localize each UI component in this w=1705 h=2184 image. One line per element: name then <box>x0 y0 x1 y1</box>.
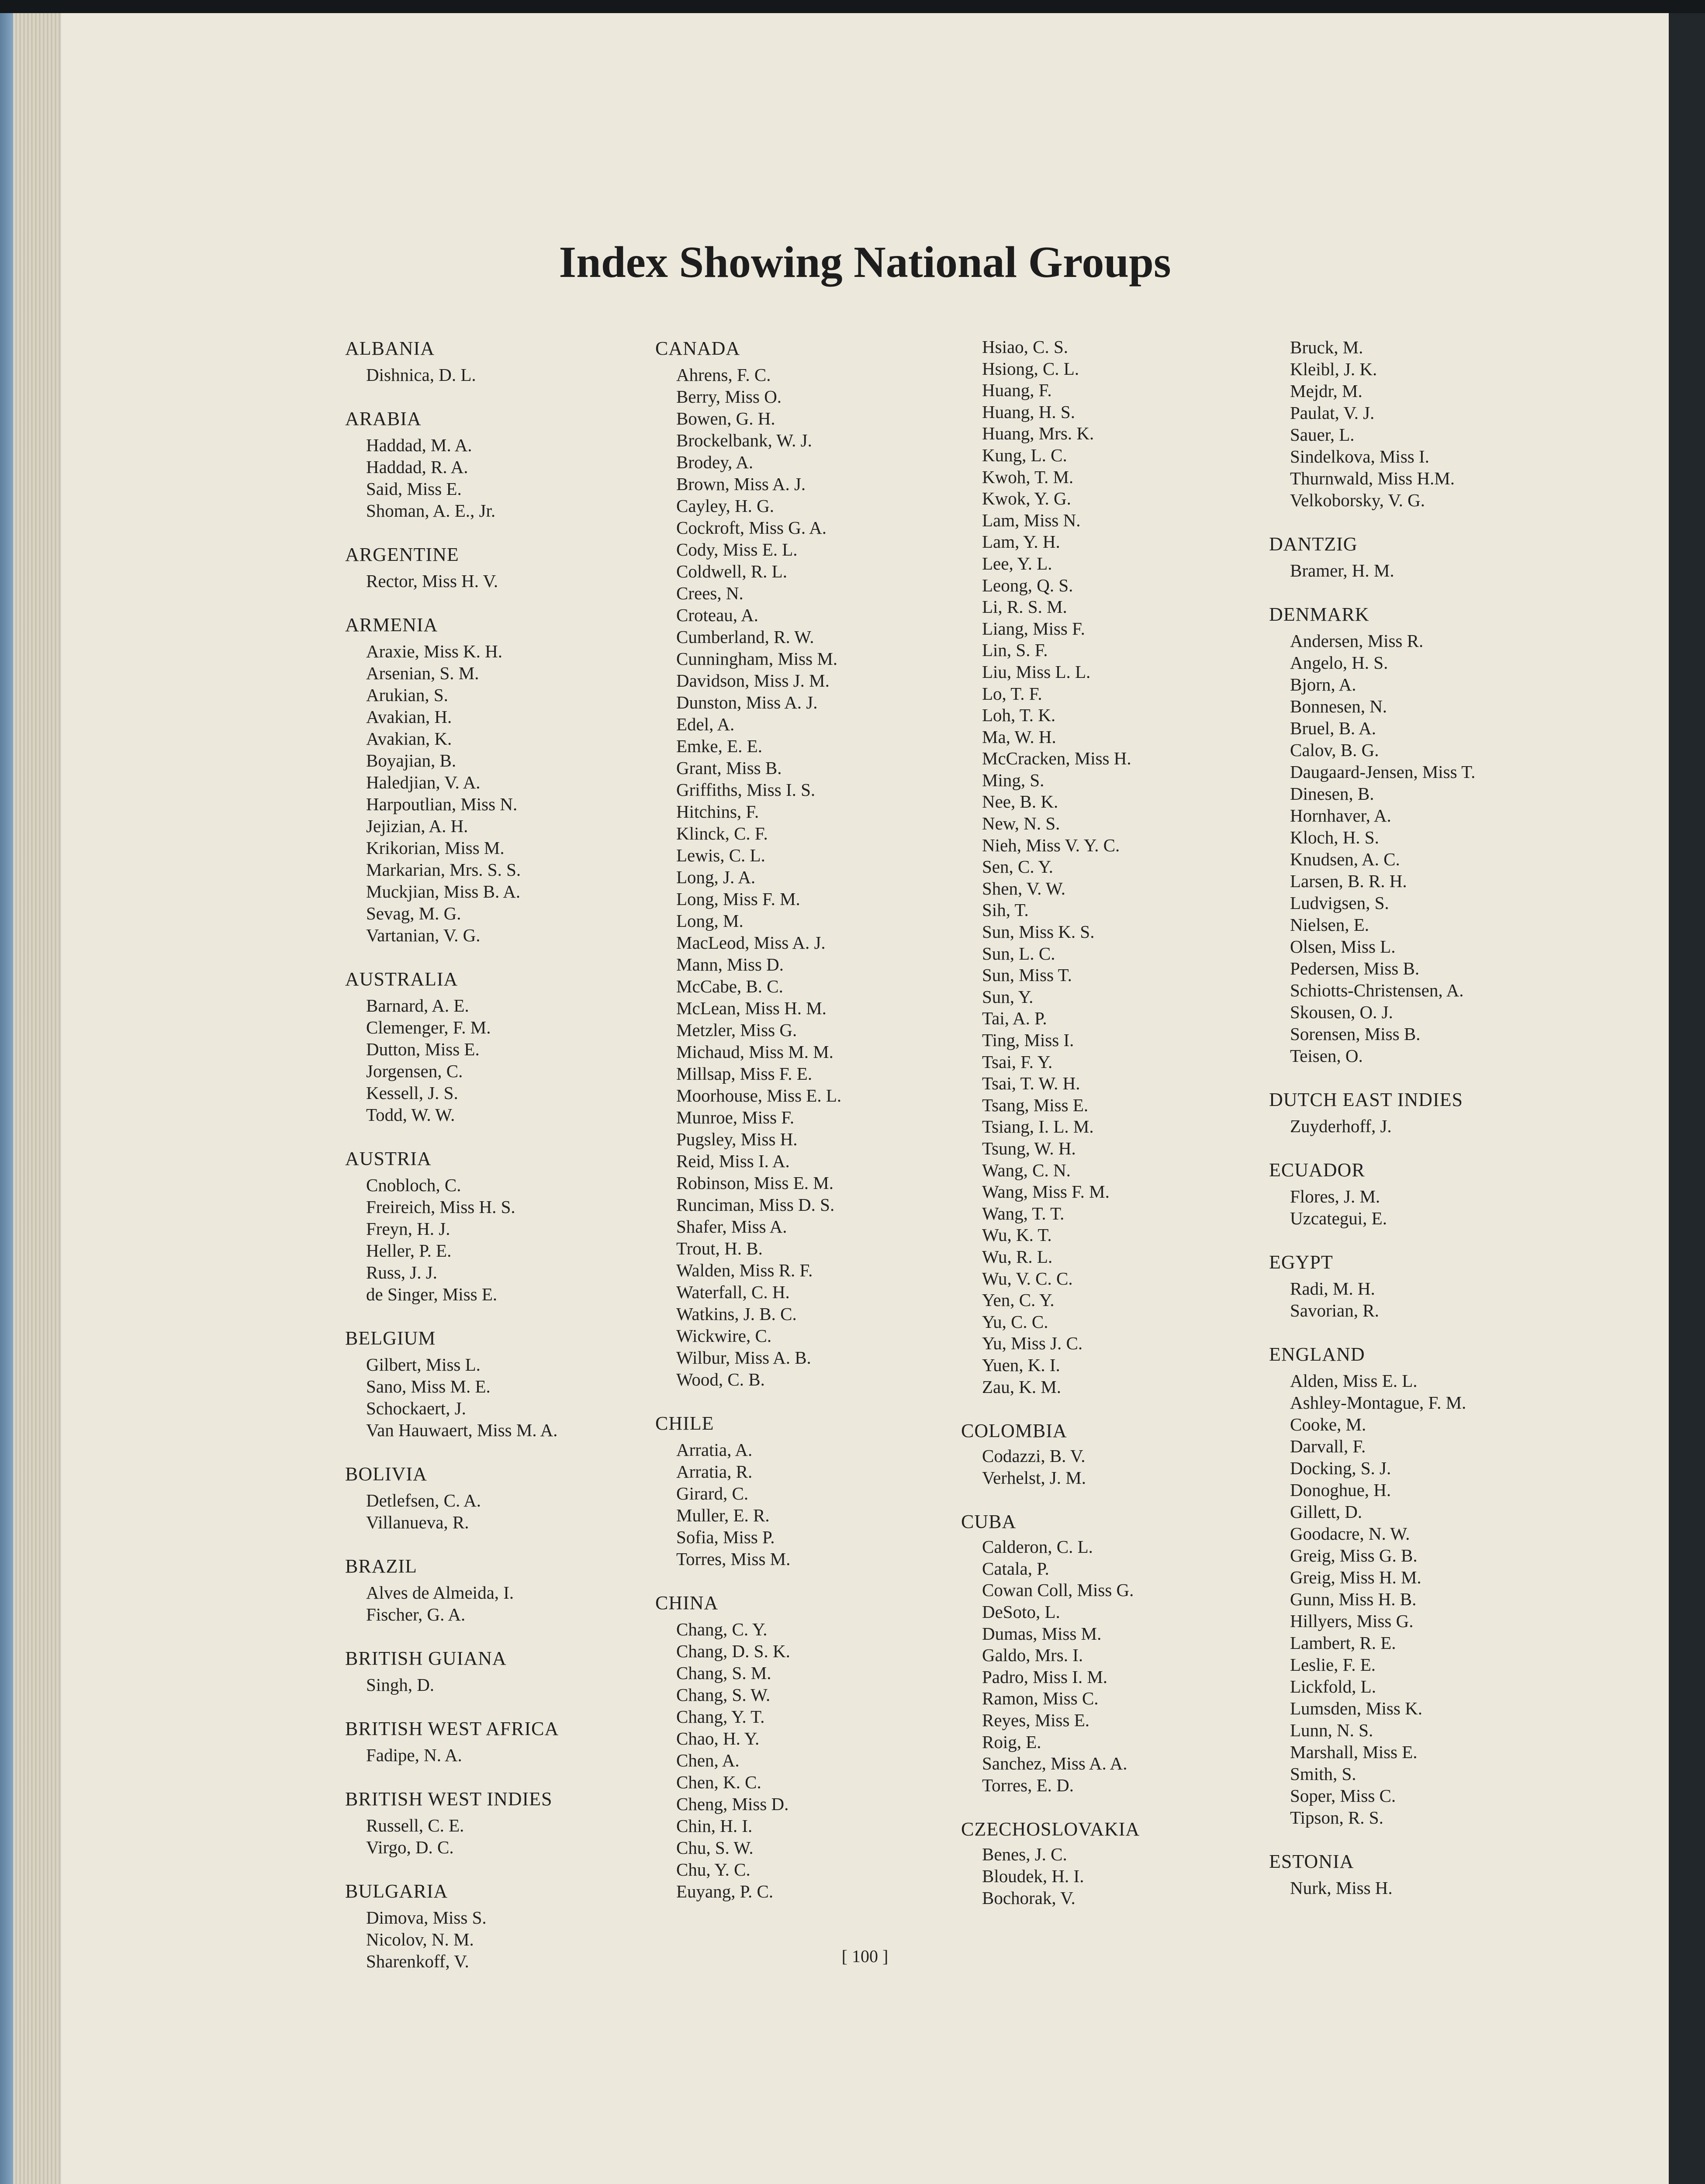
member-name: Wood, C. B. <box>676 1369 765 1389</box>
member-name: Yen, C. Y. <box>982 1290 1055 1310</box>
country-heading: CZECHOSLOVAKIA <box>961 1818 1140 1840</box>
country-group <box>1269 1250 1601 1321</box>
member-name: Teisen, O. <box>1290 1046 1363 1066</box>
member-name: Dumas, Miss M. <box>982 1623 1102 1644</box>
member-name: Cayley, H. G. <box>676 496 774 516</box>
member-name: Girard, C. <box>676 1483 749 1503</box>
member-name: Torres, Miss M. <box>676 1549 791 1569</box>
member-name: Leslie, F. E. <box>1290 1655 1376 1675</box>
member-name: Zau, K. M. <box>982 1376 1062 1397</box>
member-name: Ramon, Miss C. <box>982 1688 1099 1709</box>
member-name: Munroe, Miss F. <box>676 1107 795 1127</box>
member-name: Arukian, S. <box>366 685 448 705</box>
member-name: Yuen, K. I. <box>982 1355 1060 1375</box>
member-name: Markarian, Mrs. S. S. <box>366 860 521 880</box>
country-group <box>655 1411 987 1570</box>
index-column-2 <box>655 336 987 1923</box>
member-name: Lumsden, Miss K. <box>1290 1698 1422 1718</box>
member-name: Mann, Miss D. <box>676 954 784 975</box>
member-name: Lo, T. F. <box>982 683 1042 704</box>
country-group <box>655 336 987 1390</box>
member-name: Marshall, Miss E. <box>1290 1742 1418 1762</box>
member-name: Darvall, F. <box>1290 1436 1366 1456</box>
member-name: Andersen, Miss R. <box>1290 631 1424 651</box>
member-name: Bjorn, A. <box>1290 674 1356 695</box>
member-name: Smith, S. <box>1290 1764 1356 1784</box>
member-name: Dutton, Miss E. <box>366 1039 480 1059</box>
country-group <box>345 336 677 386</box>
member-name: Larsen, B. R. H. <box>1290 871 1407 891</box>
member-name: Li, R. S. M. <box>982 597 1067 617</box>
member-name: Yu, Miss J. C. <box>982 1333 1083 1354</box>
member-name: Brown, Miss A. J. <box>676 474 806 494</box>
country-group <box>1269 1158 1601 1229</box>
member-name: Zuyderhoff, J. <box>1290 1116 1392 1136</box>
member-name: Lewis, C. L. <box>676 845 765 865</box>
member-name: Knudsen, A. C. <box>1290 849 1400 869</box>
member-name: Robinson, Miss E. M. <box>676 1173 833 1193</box>
member-name: Yu, C. C. <box>982 1311 1048 1332</box>
member-name: Kung, L. C. <box>982 445 1067 465</box>
member-name: Sano, Miss M. E. <box>366 1376 491 1396</box>
member-name: Dinesen, B. <box>1290 784 1374 804</box>
member-name: Greig, Miss G. B. <box>1290 1545 1418 1565</box>
country-group <box>1269 602 1601 1067</box>
country-group <box>345 1717 677 1766</box>
member-name: Shafer, Miss A. <box>676 1216 787 1237</box>
member-name: Brockelbank, W. J. <box>676 430 812 450</box>
member-name: MacLeod, Miss A. J. <box>676 933 826 953</box>
member-name: Said, Miss E. <box>366 479 462 499</box>
country-heading: CHINA <box>655 1592 719 1614</box>
member-name: Arratia, R. <box>676 1462 753 1482</box>
member-name: Walden, Miss R. F. <box>676 1260 813 1280</box>
member-name: Tipson, R. S. <box>1290 1807 1383 1828</box>
member-name: Greig, Miss H. M. <box>1290 1567 1421 1587</box>
member-name: Cowan Coll, Miss G. <box>982 1580 1134 1600</box>
member-name: Villanueva, R. <box>366 1512 469 1532</box>
member-name: Haddad, R. A. <box>366 457 468 477</box>
member-name: Dimova, Miss S. <box>366 1908 487 1928</box>
member-name: Sen, C. Y. <box>982 857 1053 877</box>
member-name: Calderon, C. L. <box>982 1537 1093 1557</box>
member-name: Jejizian, A. H. <box>366 816 468 836</box>
member-name: Clemenger, F. M. <box>366 1017 491 1037</box>
member-name: Bochorak, V. <box>982 1887 1076 1908</box>
member-name: Flores, J. M. <box>1290 1186 1380 1206</box>
country-heading: ARMENIA <box>345 614 438 636</box>
member-name: Arratia, A. <box>676 1440 753 1460</box>
member-name: Gunn, Miss H. B. <box>1290 1589 1417 1609</box>
member-name: New, N. S. <box>982 813 1060 834</box>
member-name: Reid, Miss I. A. <box>676 1151 790 1171</box>
member-name: Catala, P. <box>982 1558 1049 1579</box>
member-name: Kessell, J. S. <box>366 1083 458 1103</box>
member-name: Tsai, T. W. H. <box>982 1073 1080 1094</box>
member-name: Chen, K. C. <box>676 1772 761 1792</box>
member-name: Lam, Y. H. <box>982 532 1060 552</box>
country-group <box>345 967 677 1126</box>
member-name: Sun, Y. <box>982 986 1034 1007</box>
member-name: Reyes, Miss E. <box>982 1710 1089 1731</box>
member-name: Watkins, J. B. C. <box>676 1304 797 1324</box>
member-name: Ting, Miss I. <box>982 1030 1074 1050</box>
member-name: Heller, P. E. <box>366 1241 452 1261</box>
country-heading: AUSTRIA <box>345 1148 432 1169</box>
member-name: Fischer, G. A. <box>366 1604 466 1624</box>
member-name: Kwoh, T. M. <box>982 467 1074 487</box>
country-heading: BRITISH WEST INDIES <box>345 1788 553 1810</box>
member-name: Liang, Miss F. <box>982 618 1085 639</box>
member-name: Cnobloch, C. <box>366 1175 461 1195</box>
member-name: Millsap, Miss F. E. <box>676 1064 813 1084</box>
member-name: Hsiong, C. L. <box>982 358 1079 379</box>
country-heading: COLOMBIA <box>961 1420 1067 1442</box>
member-name: Schiotts-Christensen, A. <box>1290 980 1464 1000</box>
member-name: Tsiang, I. L. M. <box>982 1116 1094 1137</box>
member-name: Schockaert, J. <box>366 1398 466 1418</box>
page-stack-edges <box>13 13 61 2184</box>
country-heading: ARABIA <box>345 408 422 429</box>
member-name: Bramer, H. M. <box>1290 560 1394 581</box>
member-name: Bonnesen, N. <box>1290 696 1387 716</box>
member-name: Huang, F. <box>982 380 1052 401</box>
member-name: Chin, H. I. <box>676 1816 753 1836</box>
member-name: Tsung, W. H. <box>982 1138 1076 1158</box>
country-heading: CANADA <box>655 338 740 359</box>
member-name: Cooke, M. <box>1290 1414 1366 1434</box>
member-name: Long, J. A. <box>676 867 756 887</box>
country-group <box>345 613 677 946</box>
country-heading: DANTZIG <box>1269 533 1358 555</box>
member-name: Arsenian, S. M. <box>366 663 479 683</box>
member-name: Moorhouse, Miss E. L. <box>676 1085 842 1106</box>
member-name: Wang, T. T. <box>982 1203 1065 1223</box>
member-name: Sun, L. C. <box>982 943 1055 964</box>
country-heading: DUTCH EAST INDIES <box>1269 1089 1463 1110</box>
member-name: Fadipe, N. A. <box>366 1745 462 1765</box>
country-group <box>1269 1849 1601 1899</box>
country-group <box>345 1462 677 1533</box>
member-name: Lee, Y. L. <box>982 553 1052 574</box>
member-name: Freireich, Miss H. S. <box>366 1197 515 1217</box>
country-group <box>345 1147 677 1305</box>
member-name: Sharenkoff, V. <box>366 1951 469 1971</box>
member-name: Docking, S. J. <box>1290 1458 1391 1478</box>
page-number: [ 100 ] <box>841 1946 889 1966</box>
member-name: Crees, N. <box>676 583 744 603</box>
member-name: Ma, W. H. <box>982 726 1056 747</box>
page-title: Index Showing National Groups <box>559 238 1171 287</box>
member-name: Long, M. <box>676 911 744 931</box>
member-name: Wang, Miss F. M. <box>982 1182 1110 1202</box>
member-name: Vartanian, V. G. <box>366 925 481 945</box>
member-name: Wu, V. C. C. <box>982 1268 1073 1289</box>
country-group <box>1269 1342 1601 1828</box>
member-name: Berry, Miss O. <box>676 387 782 407</box>
member-name: Wickwire, C. <box>676 1326 772 1346</box>
member-name: Cheng, Miss D. <box>676 1794 789 1814</box>
country-group <box>345 1326 677 1441</box>
member-name: Barnard, A. E. <box>366 995 469 1016</box>
member-name: Lickfold, L. <box>1290 1676 1376 1697</box>
member-name: Muckjian, Miss B. A. <box>366 881 521 902</box>
member-name: Sofia, Miss P. <box>676 1527 775 1547</box>
member-name: Metzler, Miss G. <box>676 1020 797 1040</box>
member-name: Grant, Miss B. <box>676 758 782 778</box>
member-name: Dunston, Miss A. J. <box>676 692 818 712</box>
member-name: Russell, C. E. <box>366 1815 464 1835</box>
member-name: Huang, H. S. <box>982 401 1075 422</box>
scan-background-top <box>0 0 1705 13</box>
member-name: Todd, W. W. <box>366 1105 455 1125</box>
member-name: Boyajian, B. <box>366 750 457 771</box>
member-name: Kwok, Y. G. <box>982 488 1071 509</box>
member-name: Griffiths, Miss I. S. <box>676 780 816 800</box>
member-name: Goodacre, N. W. <box>1290 1524 1410 1544</box>
member-name: Long, Miss F. M. <box>676 889 800 909</box>
member-name: Ludvigsen, S. <box>1290 893 1389 913</box>
member-name: Angelo, H. S. <box>1290 653 1388 673</box>
country-heading: CUBA <box>961 1511 1017 1533</box>
member-name: Cockroft, Miss G. A. <box>676 518 827 538</box>
member-name: Kleibl, J. K. <box>1290 359 1377 379</box>
country-group <box>1269 532 1601 581</box>
member-name: Sauer, L. <box>1290 425 1355 445</box>
member-name: Klinck, C. F. <box>676 823 768 843</box>
member-name: Sevag, M. G. <box>366 903 461 923</box>
member-name: Wu, R. L. <box>982 1246 1053 1267</box>
member-name: Bruel, B. A. <box>1290 718 1376 738</box>
index-column-1 <box>345 336 677 1993</box>
member-name: Leong, Q. S. <box>982 575 1073 595</box>
country-heading: ESTONIA <box>1269 1851 1354 1872</box>
member-name: McCracken, Miss H. <box>982 748 1131 769</box>
member-name: Roig, E. <box>982 1731 1041 1752</box>
member-name: Hsiao, C. S. <box>982 337 1069 357</box>
member-name: Lin, S. F. <box>982 640 1048 660</box>
member-name: Tai, A. P. <box>982 1008 1047 1029</box>
member-name: Chang, Y. T. <box>676 1707 765 1727</box>
country-heading: AUSTRALIA <box>345 968 458 990</box>
member-name: Dishnica, D. L. <box>366 365 476 385</box>
member-name: Lunn, N. S. <box>1290 1720 1373 1740</box>
member-name: Wang, C. N. <box>982 1160 1071 1180</box>
member-name: Liu, Miss L. L. <box>982 661 1091 682</box>
member-name: Chao, H. Y. <box>676 1728 760 1749</box>
member-name: Chen, A. <box>676 1750 740 1770</box>
member-name: Chang, C. Y. <box>676 1619 768 1639</box>
country-heading: BULGARIA <box>345 1880 448 1902</box>
member-name: Sindelkova, Miss I. <box>1290 446 1429 467</box>
member-name: Lam, Miss N. <box>982 510 1081 530</box>
member-name: Sanchez, Miss A. A. <box>982 1753 1127 1774</box>
country-heading: ARGENTINE <box>345 544 459 565</box>
member-name: Bruck, M. <box>1290 337 1363 357</box>
member-name: Velkoborsky, V. G. <box>1290 490 1425 510</box>
country-group <box>961 1510 1293 1796</box>
member-name: Brodey, A. <box>676 452 754 472</box>
member-name: Savorian, R. <box>1290 1300 1379 1320</box>
country-group <box>345 1787 677 1858</box>
member-name: Euyang, P. C. <box>676 1881 774 1901</box>
member-name: Croteau, A. <box>676 605 758 625</box>
book-page <box>61 13 1669 2184</box>
member-name: Emke, E. E. <box>676 736 762 756</box>
member-name: Hornhaver, A. <box>1290 805 1391 826</box>
country-heading: BRITISH WEST AFRICA <box>345 1718 559 1739</box>
member-name: Skousen, O. J. <box>1290 1002 1393 1022</box>
country-heading: BRAZIL <box>345 1555 417 1577</box>
index-column-4 <box>1269 336 1601 1920</box>
member-name: Sih, T. <box>982 900 1029 920</box>
member-name: Codazzi, B. V. <box>982 1446 1086 1466</box>
country-heading: ENGLAND <box>1269 1344 1365 1365</box>
member-name: DeSoto, L. <box>982 1602 1060 1622</box>
country-heading: BELGIUM <box>345 1327 436 1349</box>
member-name: Nee, B. K. <box>982 791 1058 812</box>
member-name: Virgo, D. C. <box>366 1837 454 1857</box>
member-name: Cunningham, Miss M. <box>676 649 838 669</box>
member-name: Kloch, H. S. <box>1290 827 1379 847</box>
member-name: Russ, J. J. <box>366 1262 437 1282</box>
member-name: Avakian, H. <box>366 707 452 727</box>
index-column-3 <box>961 336 1293 1930</box>
member-name: Nicolov, N. M. <box>366 1929 474 1949</box>
member-name: Chu, S. W. <box>676 1838 754 1858</box>
member-name: Mejdr, M. <box>1290 381 1363 401</box>
country-heading: BRITISH GUIANA <box>345 1648 507 1669</box>
member-name: Cumberland, R. W. <box>676 627 814 647</box>
member-name: Coldwell, R. L. <box>676 561 787 581</box>
member-name: Trout, H. B. <box>676 1238 763 1258</box>
member-name: Jorgensen, C. <box>366 1061 463 1081</box>
member-name: Tsai, F. Y. <box>982 1051 1053 1072</box>
country-group <box>1269 336 1601 511</box>
member-name: Loh, T. K. <box>982 705 1056 726</box>
member-name: Bowen, G. H. <box>676 408 775 429</box>
member-name: Wilbur, Miss A. B. <box>676 1348 811 1368</box>
member-name: Hillyers, Miss G. <box>1290 1611 1414 1631</box>
member-name: Uzcategui, E. <box>1290 1208 1387 1228</box>
member-name: Muller, E. R. <box>676 1505 770 1525</box>
member-name: Chang, S. W. <box>676 1685 771 1705</box>
member-name: Nieh, Miss V. Y. C. <box>982 835 1120 855</box>
member-name: Padro, Miss I. M. <box>982 1666 1108 1687</box>
scan-background-right <box>1669 13 1705 2184</box>
member-name: Sun, Miss T. <box>982 965 1072 985</box>
member-name: Michaud, Miss M. M. <box>676 1042 833 1062</box>
member-name: Cody, Miss E. L. <box>676 539 798 560</box>
member-name: Waterfall, C. H. <box>676 1282 790 1302</box>
country-group <box>961 1817 1293 1909</box>
member-name: Runciman, Miss D. S. <box>676 1195 835 1215</box>
member-name: Torres, E. D. <box>982 1775 1074 1795</box>
country-group <box>345 407 677 522</box>
member-name: Alves de Almeida, I. <box>366 1583 514 1603</box>
member-name: Donoghue, H. <box>1290 1480 1391 1500</box>
country-heading: EGYPT <box>1269 1251 1333 1273</box>
book-cover-left-edge <box>0 13 13 2184</box>
member-name: Ashley-Montague, F. M. <box>1290 1393 1466 1413</box>
member-name: Haledjian, V. A. <box>366 772 481 792</box>
member-name: Rector, Miss H. V. <box>366 571 498 591</box>
member-name: Wu, K. T. <box>982 1225 1052 1245</box>
member-name: Alden, Miss E. L. <box>1290 1371 1418 1391</box>
member-name: Hitchins, F. <box>676 802 759 822</box>
country-heading: BOLIVIA <box>345 1463 427 1485</box>
member-name: Ahrens, F. C. <box>676 365 771 385</box>
member-name: Detlefsen, C. A. <box>366 1490 481 1510</box>
member-name: Paulat, V. J. <box>1290 403 1375 423</box>
member-name: Nurk, Miss H. <box>1290 1878 1393 1898</box>
member-name: Radi, M. H. <box>1290 1279 1375 1299</box>
country-heading: CHILE <box>655 1413 714 1434</box>
member-name: Verhelst, J. M. <box>982 1467 1086 1488</box>
member-name: Bloudek, H. I. <box>982 1866 1084 1886</box>
member-name: Olsen, Miss L. <box>1290 936 1396 957</box>
member-name: Van Hauwaert, Miss M. A. <box>366 1420 558 1440</box>
member-name: Nielsen, E. <box>1290 915 1370 935</box>
member-name: Calov, B. G. <box>1290 740 1379 760</box>
member-name: Araxie, Miss K. H. <box>366 641 503 661</box>
member-name: Shoman, A. E., Jr. <box>366 501 496 521</box>
country-group <box>655 1591 987 1902</box>
member-name: McLean, Miss H. M. <box>676 998 827 1018</box>
member-name: Haddad, M. A. <box>366 435 472 455</box>
member-name: Gillett, D. <box>1290 1502 1363 1522</box>
member-name: de Singer, Miss E. <box>366 1284 498 1304</box>
member-name: Benes, J. C. <box>982 1844 1067 1865</box>
member-name: Chang, D. S. K. <box>676 1641 790 1661</box>
member-name: Huang, Mrs. K. <box>982 423 1094 444</box>
country-heading: ALBANIA <box>345 338 435 359</box>
member-name: Daugaard-Jensen, Miss T. <box>1290 762 1476 782</box>
country-group <box>961 336 1293 1398</box>
country-group <box>345 543 677 592</box>
member-name: Pedersen, Miss B. <box>1290 958 1420 978</box>
member-name: Pugsley, Miss H. <box>676 1129 798 1149</box>
member-name: Ming, S. <box>982 770 1044 790</box>
member-name: Sun, Miss K. S. <box>982 922 1095 942</box>
country-heading: DENMARK <box>1269 604 1370 625</box>
member-name: McCabe, B. C. <box>676 976 783 996</box>
country-group <box>345 1646 677 1696</box>
member-name: Chu, Y. C. <box>676 1859 750 1880</box>
member-name: Davidson, Miss J. M. <box>676 670 830 691</box>
country-group <box>961 1419 1293 1489</box>
member-name: Sorensen, Miss B. <box>1290 1024 1421 1044</box>
member-name: Gilbert, Miss L. <box>366 1355 481 1375</box>
country-group <box>345 1554 677 1625</box>
member-name: Krikorian, Miss M. <box>366 838 505 858</box>
country-group <box>1269 1088 1601 1137</box>
member-name: Avakian, K. <box>366 729 452 749</box>
member-name: Freyn, H. J. <box>366 1219 450 1239</box>
member-name: Lambert, R. E. <box>1290 1633 1396 1653</box>
member-name: Thurnwald, Miss H.M. <box>1290 468 1455 488</box>
member-name: Shen, V. W. <box>982 878 1066 898</box>
member-name: Soper, Miss C. <box>1290 1786 1396 1806</box>
country-heading: ECUADOR <box>1269 1159 1365 1181</box>
member-name: Singh, D. <box>366 1675 435 1695</box>
member-name: Tsang, Miss E. <box>982 1095 1089 1115</box>
member-name: Chang, S. M. <box>676 1663 771 1683</box>
member-name: Edel, A. <box>676 714 735 734</box>
member-name: Harpoutlian, Miss N. <box>366 794 518 814</box>
member-name: Galdo, Mrs. I. <box>982 1645 1083 1666</box>
